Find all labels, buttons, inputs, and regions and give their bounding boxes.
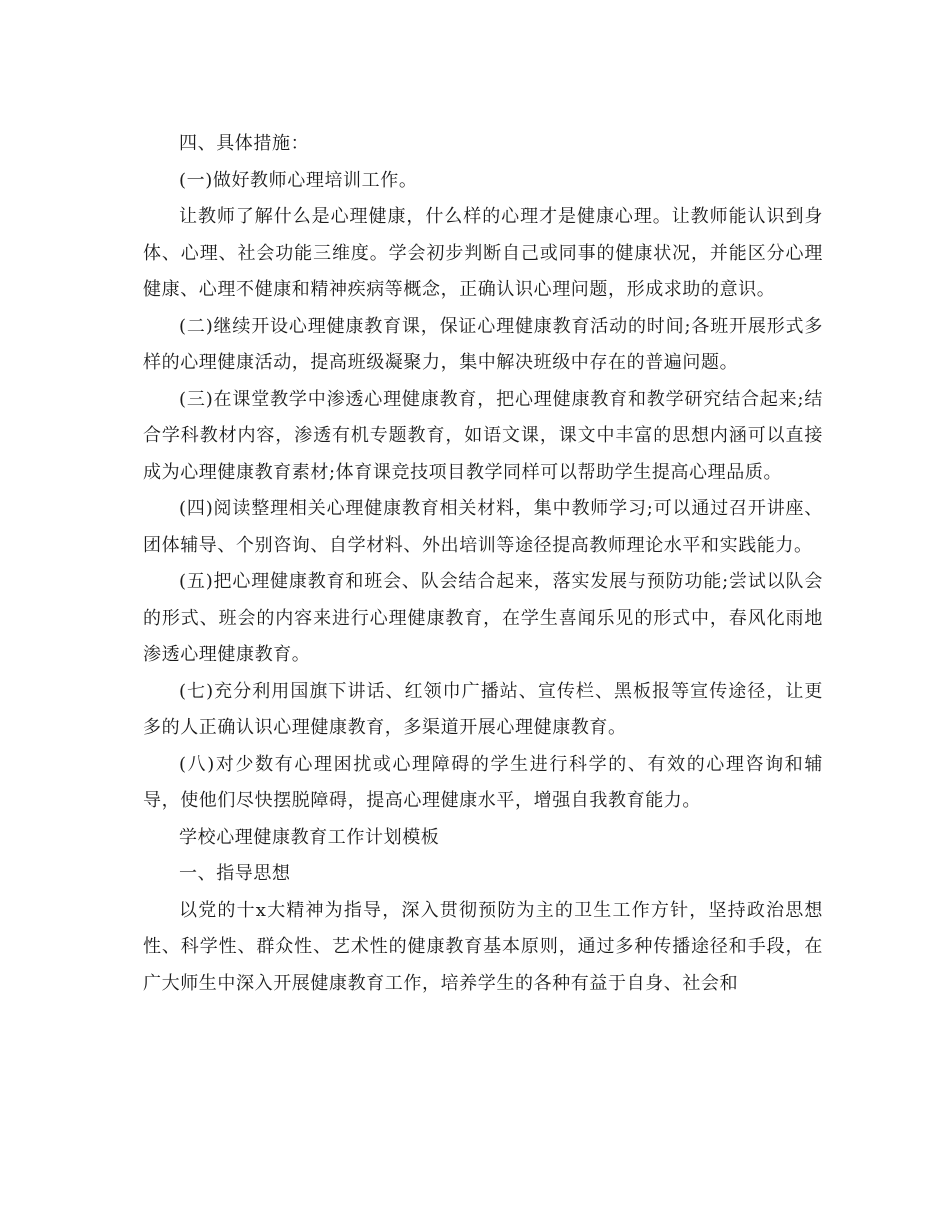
paragraph-item-2: (二)继续开设心理健康教育课，保证心理健康教育活动的时间;各班开展形式多样的心理健康活动，提高班级凝聚力，集中解决班级中存在的普遍问题。 (143, 315, 823, 373)
paragraph-guiding-ideology-body: 以党的十x大精神为指导，深入贯彻预防为主的卫生工作方针，坚持政治思想性、科学性、群众性、艺术性的健康教育基本原则，通过多种传播途径和手段，在广大师生中深入开展健康教育工作，培养学生的各种有益于自身、社会和 (143, 899, 823, 994)
section-heading-measures: 四、具体措施： (179, 133, 310, 154)
paragraph-item-7: (七)充分利用国旗下讲话、红领巾广播站、宣传栏、黑板报等宣传途径，让更多的人正确认识心理健康教育，多渠道开展心理健康教育。 (143, 680, 823, 738)
paragraph-item-5: (五)把心理健康教育和班会、队会结合起来，落实发展与预防功能;尝试以队会的形式、班会的内容来进行心理健康教育，在学生喜闻乐见的形式中，春风化雨地渗透心理健康教育。 (143, 571, 823, 665)
template-title: 学校心理健康教育工作计划模板 (179, 826, 440, 848)
document-body (143, 126, 823, 1002)
paragraph-item-4: (四)阅读整理相关心理健康教育相关材料，集中教师学习;可以通过召开讲座、团体辅导、个别咨询、自学材料、外出培训等途径提高教师理论水平和实践能力。 (143, 498, 823, 556)
paragraph-item-1-body: 让教师了解什么是心理健康，什么样的心理才是健康心理。让教师能认识到身体、心理、社会功能三维度。学会初步判断自己或同事的健康状况，并能区分心理健康、心理不健康和精神疾病等概念，正确认识心理问题，形成求助的意识。 (143, 206, 823, 300)
paragraph-item-3: (三)在课堂教学中渗透心理健康教育，把心理健康教育和教学研究结合起来;结合学科教材内容，渗透有机专题教育，如语文课，课文中丰富的思想内涵可以直接成为心理健康教育素材;体育课竞技项目教学同样可以帮助学生提高心理品质。 (143, 388, 823, 483)
section-heading-guiding-ideology: 一、指导思想 (179, 863, 291, 884)
paragraph-item-8: (八)对少数有心理困扰或心理障碍的学生进行科学的、有效的心理咨询和辅导，使他们尽快摆脱障碍，提高心理健康水平，增强自我教育能力。 (143, 753, 823, 811)
paragraph-item-1: (一)做好教师心理培训工作。 (179, 169, 418, 191)
